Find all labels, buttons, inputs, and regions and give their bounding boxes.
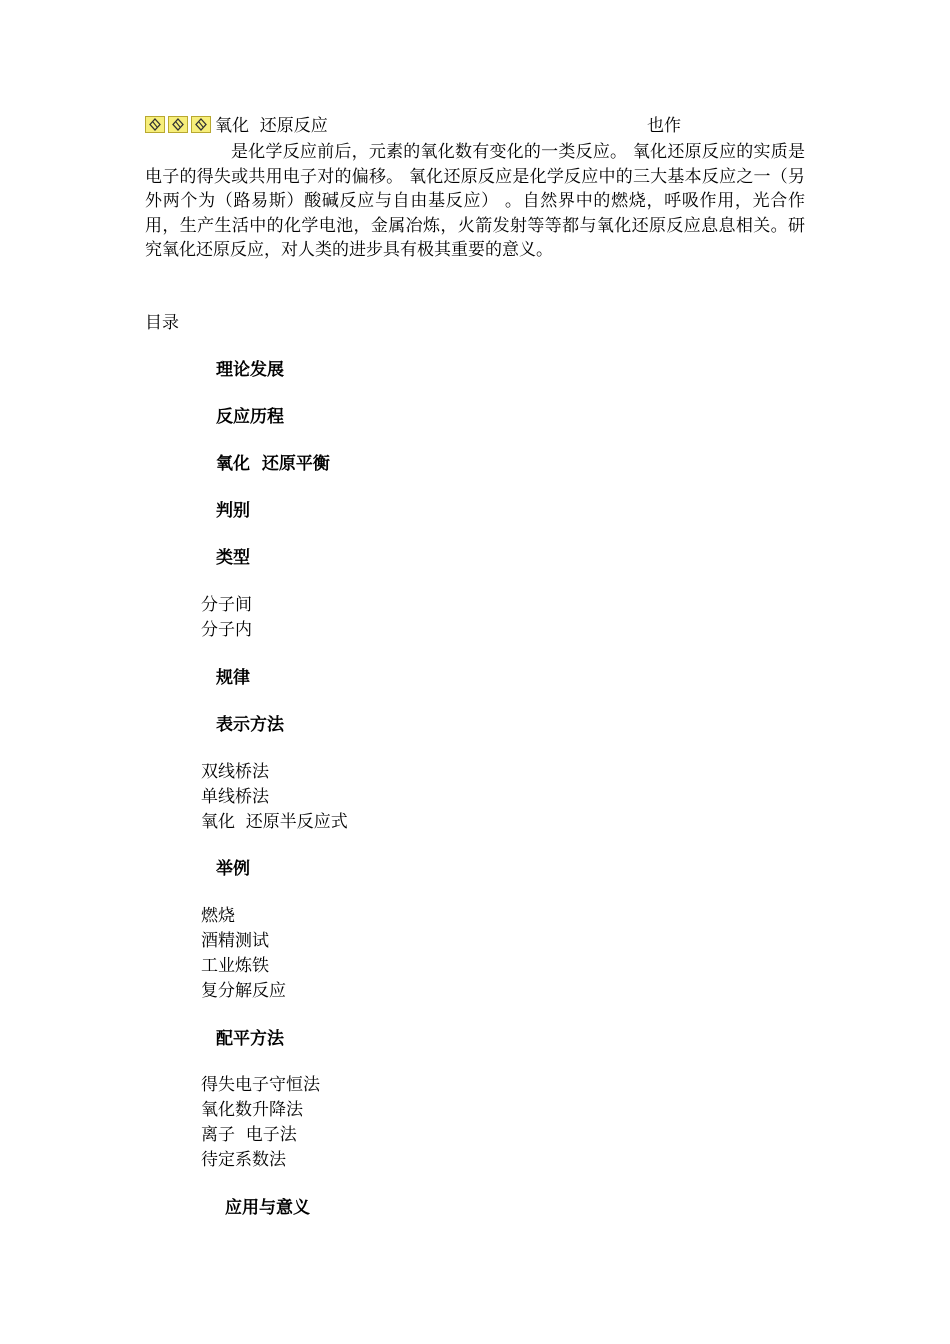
diamond-link-icon[interactable] — [168, 116, 188, 133]
page-title: 氧化 还原反应 — [215, 116, 328, 136]
toc-subitem[interactable]: 单线桥法 — [201, 787, 269, 807]
toc-subitem[interactable]: 离子 电子法 — [201, 1125, 297, 1145]
intro-paragraph: 是化学反应前后，元素的氧化数有变化的一类反应。 氧化还原反应的实质是电子的得失或共用电子对的偏移。 氧化还原反应是化学反应中的三大基本反应之一（另外两个为（路易斯）酸碱反应与自由基反应） 。自然界中的燃烧，呼吸作用，光合作用，生产生活中的化学电池，金属冶炼，火箭发射等等都与氧化还原反应息息相关。研究氧化还原反应，对人类的进步具有极其重要的意义。 — [145, 142, 805, 261]
toc-subitem[interactable]: 工业炼铁 — [201, 956, 269, 976]
toc-heading-notation[interactable]: 表示方法 — [216, 715, 284, 735]
toc-heading-identify[interactable]: 判别 — [216, 501, 250, 521]
toc-heading-theory[interactable]: 理论发展 — [216, 360, 284, 380]
toc-subitem[interactable]: 分子间 — [201, 595, 252, 615]
diamond-link-icon[interactable] — [145, 116, 165, 133]
toc-heading-types[interactable]: 类型 — [216, 548, 250, 568]
toc-sublist-types — [201, 593, 252, 643]
toc-title: 目录 — [145, 313, 179, 333]
toc-heading-rules[interactable]: 规律 — [216, 668, 250, 688]
toc-sublist-notation — [201, 760, 348, 835]
toc-subitem[interactable]: 复分解反应 — [201, 981, 286, 1001]
toc-heading-equilibrium[interactable]: 氧化 还原平衡 — [216, 454, 330, 474]
toc-sublist-balancing — [201, 1073, 320, 1173]
toc-heading-applications[interactable]: 应用与意义 — [225, 1198, 310, 1218]
toc-subitem[interactable]: 酒精测试 — [201, 931, 269, 951]
toc-subitem[interactable]: 分子内 — [201, 620, 252, 640]
toc-subitem[interactable]: 待定系数法 — [201, 1150, 286, 1170]
toc-heading-process[interactable]: 反应历程 — [216, 407, 284, 427]
also-called-text: 也作 — [647, 116, 681, 136]
diamond-link-icon[interactable] — [191, 116, 211, 133]
toc-subitem[interactable]: 燃烧 — [201, 906, 235, 926]
toc-subitem[interactable]: 氧化 还原半反应式 — [201, 812, 348, 832]
title-line — [145, 115, 805, 137]
toc-subitem[interactable]: 双线桥法 — [201, 762, 269, 782]
toc-heading-balancing[interactable]: 配平方法 — [216, 1029, 284, 1049]
toc-subitem[interactable]: 氧化数升降法 — [201, 1100, 303, 1120]
link-icons — [145, 116, 211, 133]
toc-subitem[interactable]: 得失电子守恒法 — [201, 1075, 320, 1095]
toc-heading-examples[interactable]: 举例 — [216, 859, 250, 879]
toc-sublist-examples — [201, 904, 286, 1004]
